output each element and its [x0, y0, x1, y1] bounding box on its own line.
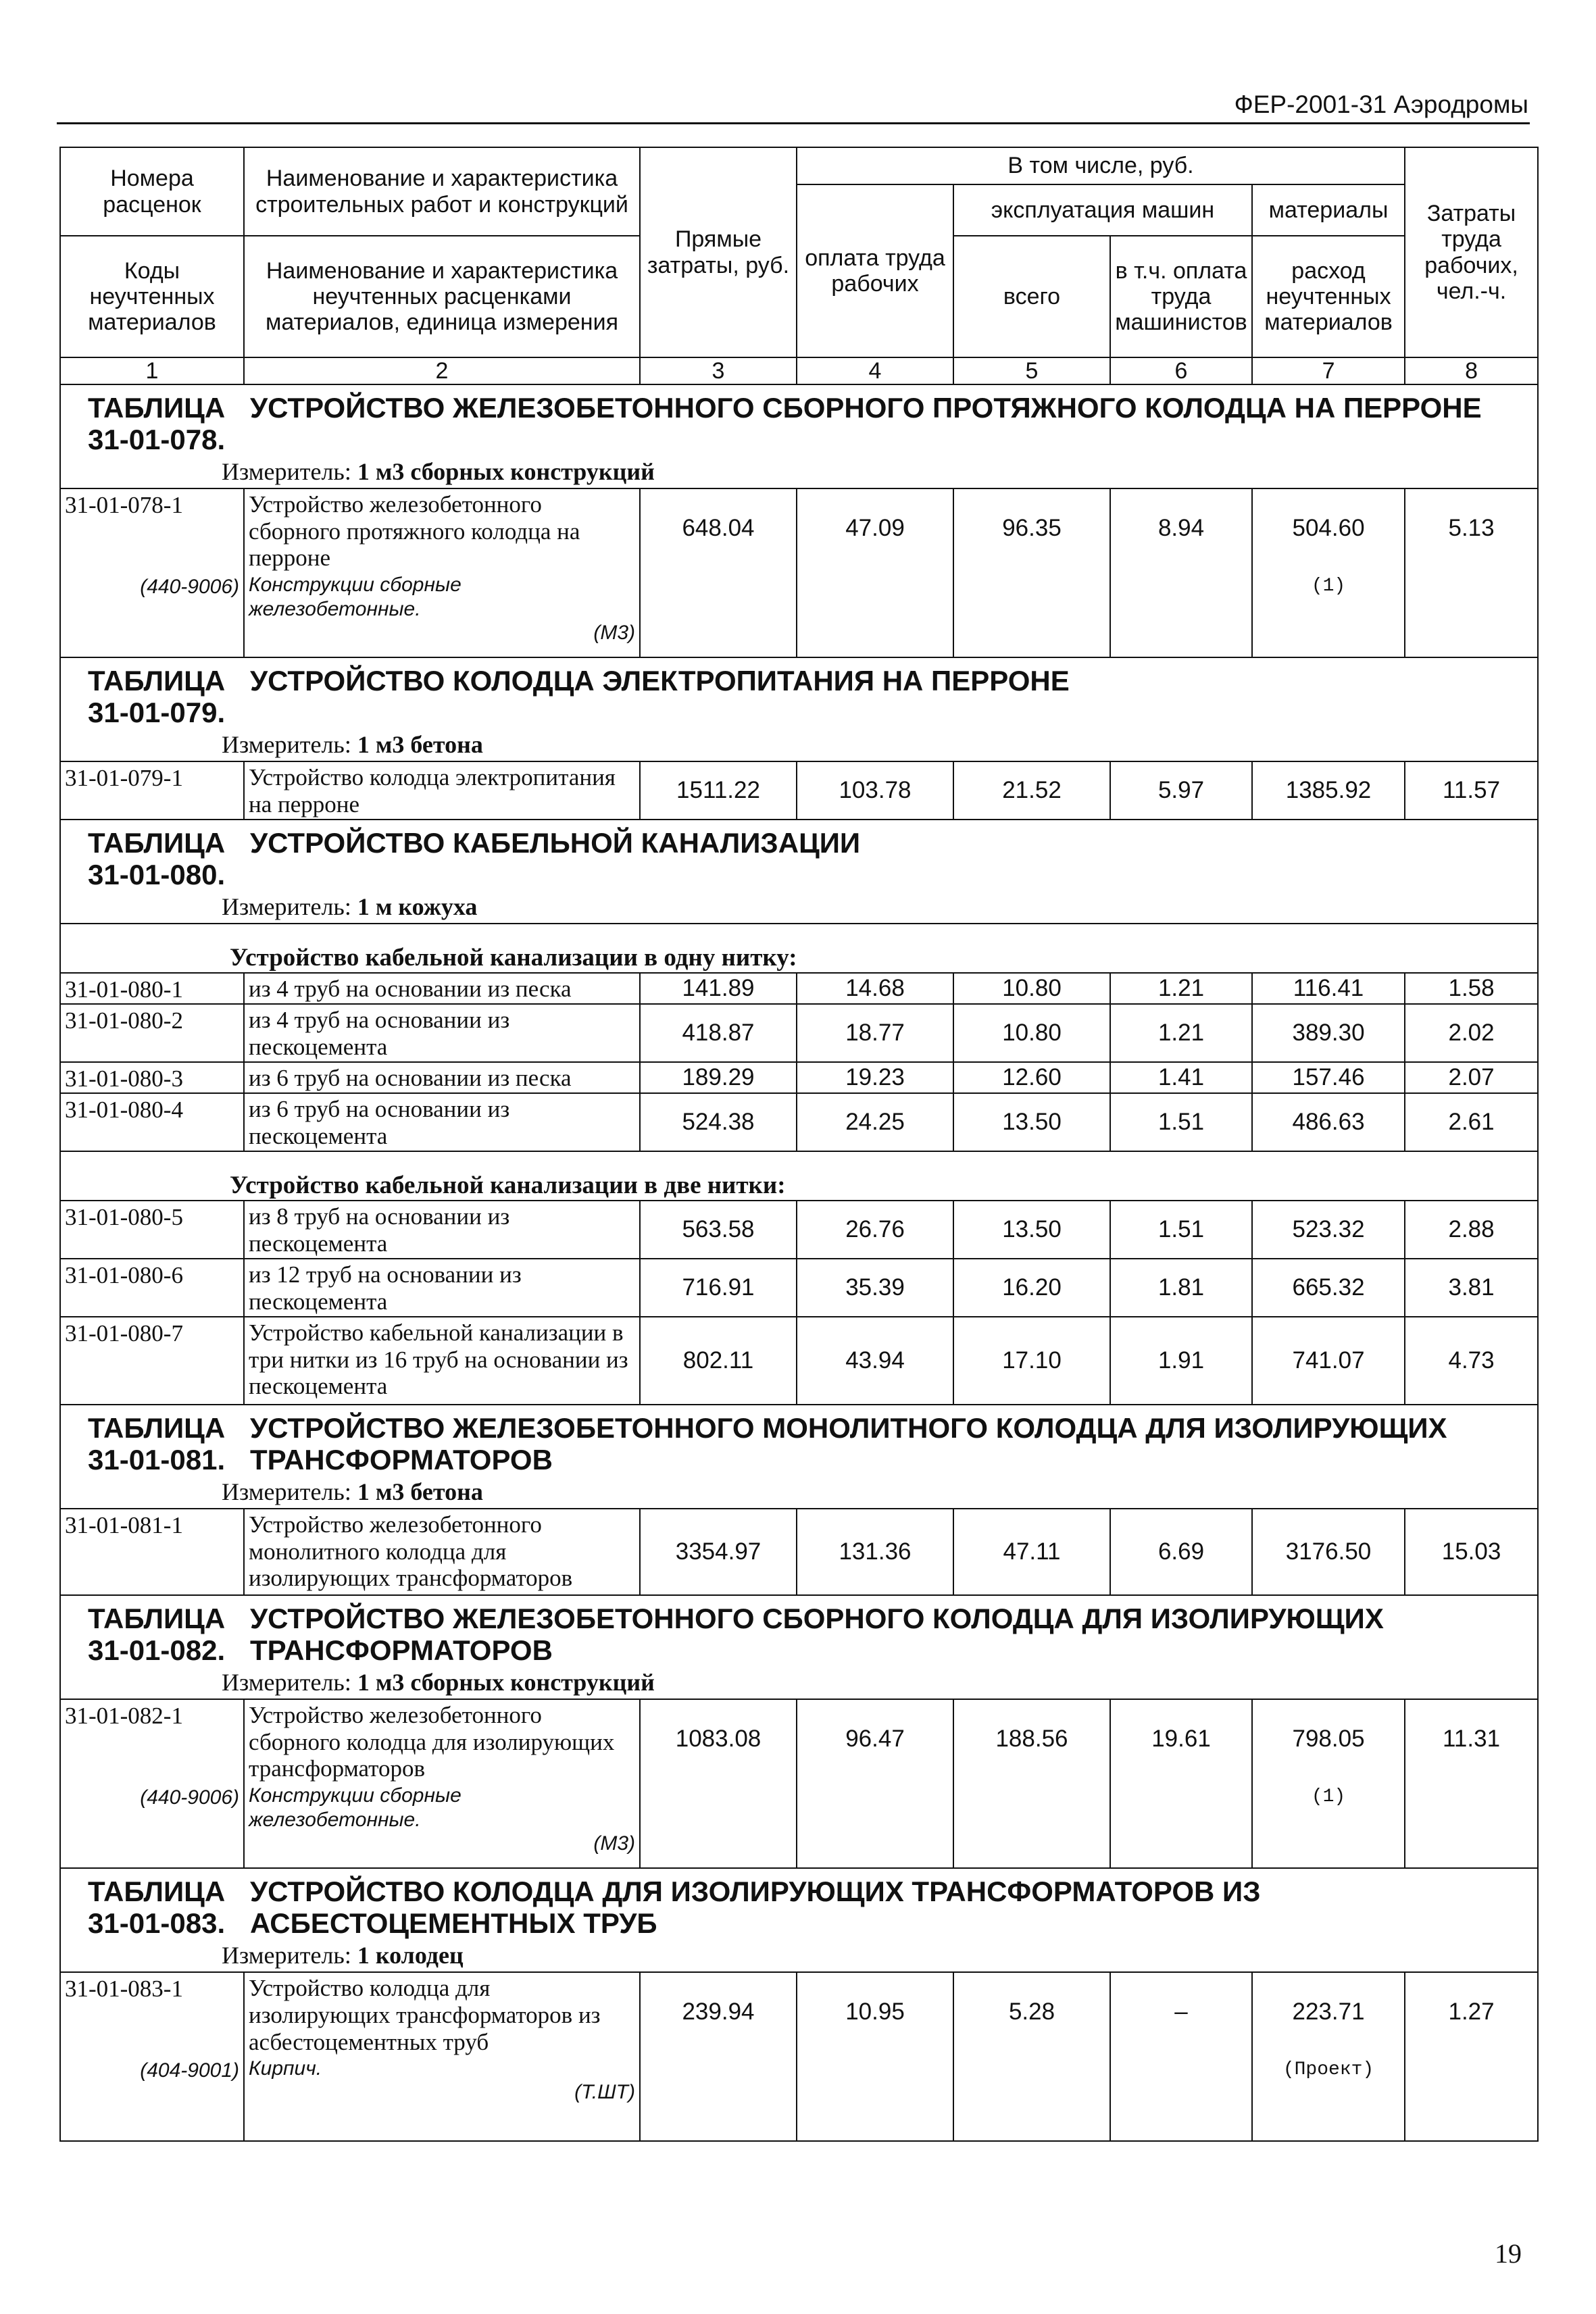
table-measure: Измеритель: 1 м3 бетона — [60, 730, 1538, 761]
machine-cost: 13.50 — [953, 1201, 1110, 1259]
measure-unit: 1 м3 сборных конструкций — [357, 458, 655, 486]
table-row — [60, 1509, 1538, 1595]
labor-cost: 96.47 — [797, 1699, 953, 1868]
labor-cost: 24.25 — [797, 1093, 953, 1151]
col-number: 1 — [60, 357, 244, 384]
table-title — [60, 1595, 1538, 1667]
table-number: ТАБЛИЦА 31-01-080. — [88, 827, 226, 891]
col-number: 6 — [1110, 357, 1252, 384]
work-name: Устройство железобетонного сборного колодца для изолирующих трансформаторов — [249, 1702, 615, 1782]
materials-cost: 1385.92 — [1252, 761, 1405, 820]
materials-cost: 223.71 — [1292, 1998, 1365, 2026]
table-number: ТАБЛИЦА 31-01-082. — [88, 1603, 226, 1667]
table-heading: УСТРОЙСТВО ЖЕЛЕЗОБЕТОННОГО СБОРНОГО КОЛОДЦА ДЛЯ ИЗОЛИРУЮЩИХ ТРАНСФОРМАТОРОВ — [250, 1603, 1384, 1667]
col-header-mach-total: всего — [953, 236, 1110, 357]
labor-hours: 2.07 — [1405, 1062, 1538, 1093]
measure-unit: 1 м3 бетона — [357, 731, 483, 759]
measure-unit: 1 колодец — [357, 1942, 464, 1969]
table-title — [60, 1405, 1538, 1477]
col-number: 8 — [1405, 357, 1538, 384]
material-name: Конструкции сборные железобетонные. — [249, 573, 462, 620]
table-row — [60, 1699, 1538, 1868]
material-consumption: (1) — [1311, 1786, 1346, 1808]
table-heading: УСТРОЙСТВО ЖЕЛЕЗОБЕТОННОГО МОНОЛИТНОГО КОЛОДЦА ДЛЯ ИЗОЛИРУЮЩИХ ТРАНСФОРМАТОРОВ — [250, 1412, 1447, 1476]
table-number: ТАБЛИЦА 31-01-078. — [88, 392, 226, 456]
page-header-title: ФЕР-2001-31 Аэродромы — [1234, 91, 1528, 118]
table-title — [60, 820, 1538, 892]
labor-hours: 1.58 — [1405, 973, 1538, 1004]
machine-labor-cost: 1.81 — [1110, 1259, 1252, 1317]
materials-cost: 504.60 — [1292, 515, 1365, 542]
machine-cost: 10.80 — [953, 973, 1110, 1004]
material-code: (440-9006) — [140, 1786, 239, 1809]
work-name: Устройство железобетонного сборного протяжного колодца на перроне — [249, 491, 580, 572]
direct-cost: 189.29 — [640, 1062, 797, 1093]
table-number: ТАБЛИЦА 31-01-079. — [88, 665, 226, 729]
table-measure: Измеритель: 1 колодец — [60, 1940, 1538, 1972]
table-heading: УСТРОЙСТВО КОЛОДЦА ЭЛЕКТРОПИТАНИЯ НА ПЕРРОНЕ — [250, 665, 1070, 697]
rate-code: 31-01-080-2 — [60, 1004, 244, 1062]
labor-hours: 2.88 — [1405, 1201, 1538, 1259]
table-row — [60, 488, 1538, 657]
rate-code: 31-01-081-1 — [60, 1509, 244, 1595]
direct-cost: 563.58 — [640, 1201, 797, 1259]
material-consumption: (Проект) — [1282, 2059, 1374, 2081]
materials-cost: 157.46 — [1252, 1062, 1405, 1093]
col-header-incl: В том числе, руб. — [797, 147, 1405, 184]
work-name: из 8 труб на основании из пескоцемента — [244, 1201, 640, 1259]
table-measure: Измеритель: 1 м3 сборных конструкций — [60, 1667, 1538, 1699]
table-measure: Измеритель: 1 м3 сборных конструкций — [60, 457, 1538, 488]
col-header-mach-labor: в т.ч. оплата труда машинистов — [1110, 236, 1252, 357]
material-consumption: (1) — [1311, 576, 1346, 597]
materials-cost: 741.07 — [1252, 1317, 1405, 1405]
direct-cost: 3354.97 — [640, 1509, 797, 1595]
col-number: 2 — [244, 357, 640, 384]
col-header-mat-consumption: расход неучтенных материалов — [1252, 236, 1405, 357]
labor-hours: 1.27 — [1405, 1972, 1538, 2141]
labor-cost: 103.78 — [797, 761, 953, 820]
table-row — [60, 761, 1538, 820]
machine-labor-cost: 1.51 — [1110, 1093, 1252, 1151]
material-name: Кирпич. — [249, 2057, 322, 2080]
table-heading: УСТРОЙСТВО ЖЕЛЕЗОБЕТОННОГО СБОРНОГО ПРОТЯЖНОГО КОЛОДЦА НА ПЕРРОНЕ — [250, 392, 1482, 424]
col-header-unaccounted-codes: Коды неучтенных материалов — [60, 236, 244, 357]
price-table — [59, 147, 1539, 2142]
labor-cost: 43.94 — [797, 1317, 953, 1405]
material-unit: (М3) — [593, 621, 635, 644]
rate-code: 31-01-080-1 — [60, 973, 244, 1004]
machine-labor-cost: 1.21 — [1110, 973, 1252, 1004]
table-number: ТАБЛИЦА 31-01-083. — [88, 1876, 226, 1940]
machine-labor-cost: 5.97 — [1110, 761, 1252, 820]
col-header-hours: Затраты труда рабочих, чел.-ч. — [1405, 147, 1538, 357]
direct-cost: 1083.08 — [640, 1699, 797, 1868]
labor-hours: 3.81 — [1405, 1259, 1538, 1317]
labor-hours: 4.73 — [1405, 1317, 1538, 1405]
machine-cost: 10.80 — [953, 1004, 1110, 1062]
materials-cost: 3176.50 — [1252, 1509, 1405, 1595]
col-number: 7 — [1252, 357, 1405, 384]
rate-code: 31-01-079-1 — [60, 761, 244, 820]
table-title — [60, 384, 1538, 457]
machine-cost: 188.56 — [953, 1699, 1110, 1868]
work-name: из 12 труб на основании из пескоцемента — [244, 1259, 640, 1317]
col-header-direct: Прямые затраты, руб. — [640, 147, 797, 357]
labor-hours: 15.03 — [1405, 1509, 1538, 1595]
machine-labor-cost: 8.94 — [1110, 488, 1252, 657]
labor-cost: 14.68 — [797, 973, 953, 1004]
materials-cost: 486.63 — [1252, 1093, 1405, 1151]
rate-code: 31-01-082-1 — [65, 1703, 183, 1730]
material-name: Конструкции сборные железобетонные. — [249, 1784, 462, 1832]
table-number: ТАБЛИЦА 31-01-081. — [88, 1412, 226, 1476]
direct-cost: 802.11 — [640, 1317, 797, 1405]
machine-labor-cost: 6.69 — [1110, 1509, 1252, 1595]
direct-cost: 141.89 — [640, 973, 797, 1004]
rate-code: 31-01-080-6 — [60, 1259, 244, 1317]
col-number: 5 — [953, 357, 1110, 384]
col-header-works: Наименование и характеристика строительных работ и конструкций — [244, 147, 640, 236]
direct-cost: 716.91 — [640, 1259, 797, 1317]
col-number: 4 — [797, 357, 953, 384]
table-heading: УСТРОЙСТВО КОЛОДЦА ДЛЯ ИЗОЛИРУЮЩИХ ТРАНСФОРМАТОРОВ ИЗ АСБЕСТОЦЕМЕНТНЫХ ТРУБ — [250, 1876, 1261, 1940]
labor-cost: 26.76 — [797, 1201, 953, 1259]
col-header-machines: эксплуатация машин — [953, 184, 1252, 236]
work-name: Устройство кабельной канализации в три нитки из 16 труб на основании из пескоцемента — [244, 1317, 640, 1405]
col-number: 3 — [640, 357, 797, 384]
labor-cost: 131.36 — [797, 1509, 953, 1595]
table-heading: УСТРОЙСТВО КАБЕЛЬНОЙ КАНАЛИЗАЦИИ — [250, 827, 861, 859]
labor-hours: 2.61 — [1405, 1093, 1538, 1151]
work-name: из 6 труб на основании из песка — [244, 1062, 640, 1093]
work-name: Устройство колодца электропитания на перроне — [244, 761, 640, 820]
direct-cost: 648.04 — [640, 488, 797, 657]
col-header-materials: материалы — [1252, 184, 1405, 236]
measure-unit: 1 м кожуха — [357, 893, 478, 921]
work-name: из 4 труб на основании из песка — [244, 973, 640, 1004]
measure-unit: 1 м3 сборных конструкций — [357, 1669, 655, 1696]
machine-cost: 5.28 — [953, 1972, 1110, 2141]
machine-cost: 16.20 — [953, 1259, 1110, 1317]
machine-cost: 96.35 — [953, 488, 1110, 657]
direct-cost: 239.94 — [640, 1972, 797, 2141]
rate-code: 31-01-080-7 — [60, 1317, 244, 1405]
machine-cost: 47.11 — [953, 1509, 1110, 1595]
material-unit: (Т.ШТ) — [574, 2081, 635, 2104]
table-row — [60, 1093, 1538, 1151]
materials-cost: 798.05 — [1292, 1726, 1365, 1753]
machine-labor-cost: – — [1110, 1972, 1252, 2141]
subsection-heading: Устройство кабельной канализации в две нитки: — [60, 1151, 1538, 1201]
direct-cost: 418.87 — [640, 1004, 797, 1062]
page-number: 19 — [1495, 2238, 1522, 2269]
machine-cost: 17.10 — [953, 1317, 1110, 1405]
header-rule — [57, 122, 1530, 124]
labor-hours: 2.02 — [1405, 1004, 1538, 1062]
subsection-heading: Устройство кабельной канализации в одну нитку: — [60, 924, 1538, 973]
labor-cost: 10.95 — [797, 1972, 953, 2141]
material-code: (404-9001) — [140, 2059, 239, 2082]
rate-code: 31-01-080-5 — [60, 1201, 244, 1259]
machine-labor-cost: 1.91 — [1110, 1317, 1252, 1405]
direct-cost: 524.38 — [640, 1093, 797, 1151]
col-header-codes: Номера расценок — [60, 147, 244, 236]
table-row — [60, 1201, 1538, 1259]
machine-cost: 21.52 — [953, 761, 1110, 820]
machine-labor-cost: 1.51 — [1110, 1201, 1252, 1259]
labor-cost: 18.77 — [797, 1004, 953, 1062]
material-code: (440-9006) — [140, 576, 239, 599]
table-title — [60, 657, 1538, 730]
work-name: из 6 труб на основании из пескоцемента — [244, 1093, 640, 1151]
table-row — [60, 1259, 1538, 1317]
table-measure: Измеритель: 1 м кожуха — [60, 892, 1538, 924]
table-row — [60, 1004, 1538, 1062]
col-header-unaccounted-names: Наименование и характеристика неучтенных расценками материалов, единица измерения — [244, 236, 640, 357]
table-row — [60, 973, 1538, 1004]
rate-code: 31-01-078-1 — [65, 492, 183, 519]
rate-code: 31-01-080-4 — [60, 1093, 244, 1151]
table-title — [60, 1868, 1538, 1940]
machine-cost: 13.50 — [953, 1093, 1110, 1151]
work-name: Устройство железобетонного монолитного колодца для изолирующих трансформаторов — [244, 1509, 640, 1595]
labor-cost: 35.39 — [797, 1259, 953, 1317]
materials-cost: 389.30 — [1252, 1004, 1405, 1062]
table-row — [60, 1062, 1538, 1093]
table-row — [60, 1972, 1538, 2141]
labor-hours: 11.57 — [1405, 761, 1538, 820]
machine-labor-cost: 19.61 — [1110, 1699, 1252, 1868]
work-name: Устройство колодца для изолирующих трансформаторов из асбестоцементных труб — [249, 1975, 601, 2055]
machine-labor-cost: 1.41 — [1110, 1062, 1252, 1093]
labor-hours: 11.31 — [1405, 1699, 1538, 1868]
materials-cost: 116.41 — [1252, 973, 1405, 1004]
col-header-labor: оплата труда рабочих — [797, 184, 953, 357]
work-name: из 4 труб на основании из пескоцемента — [244, 1004, 640, 1062]
machine-labor-cost: 1.21 — [1110, 1004, 1252, 1062]
table-row — [60, 1317, 1538, 1405]
rate-code: 31-01-080-3 — [60, 1062, 244, 1093]
table-measure: Измеритель: 1 м3 бетона — [60, 1477, 1538, 1509]
material-unit: (М3) — [593, 1832, 635, 1855]
labor-cost: 47.09 — [797, 488, 953, 657]
rate-code: 31-01-083-1 — [65, 1976, 183, 2003]
labor-hours: 5.13 — [1405, 488, 1538, 657]
labor-cost: 19.23 — [797, 1062, 953, 1093]
materials-cost: 665.32 — [1252, 1259, 1405, 1317]
direct-cost: 1511.22 — [640, 761, 797, 820]
measure-unit: 1 м3 бетона — [357, 1478, 483, 1506]
machine-cost: 12.60 — [953, 1062, 1110, 1093]
materials-cost: 523.32 — [1252, 1201, 1405, 1259]
